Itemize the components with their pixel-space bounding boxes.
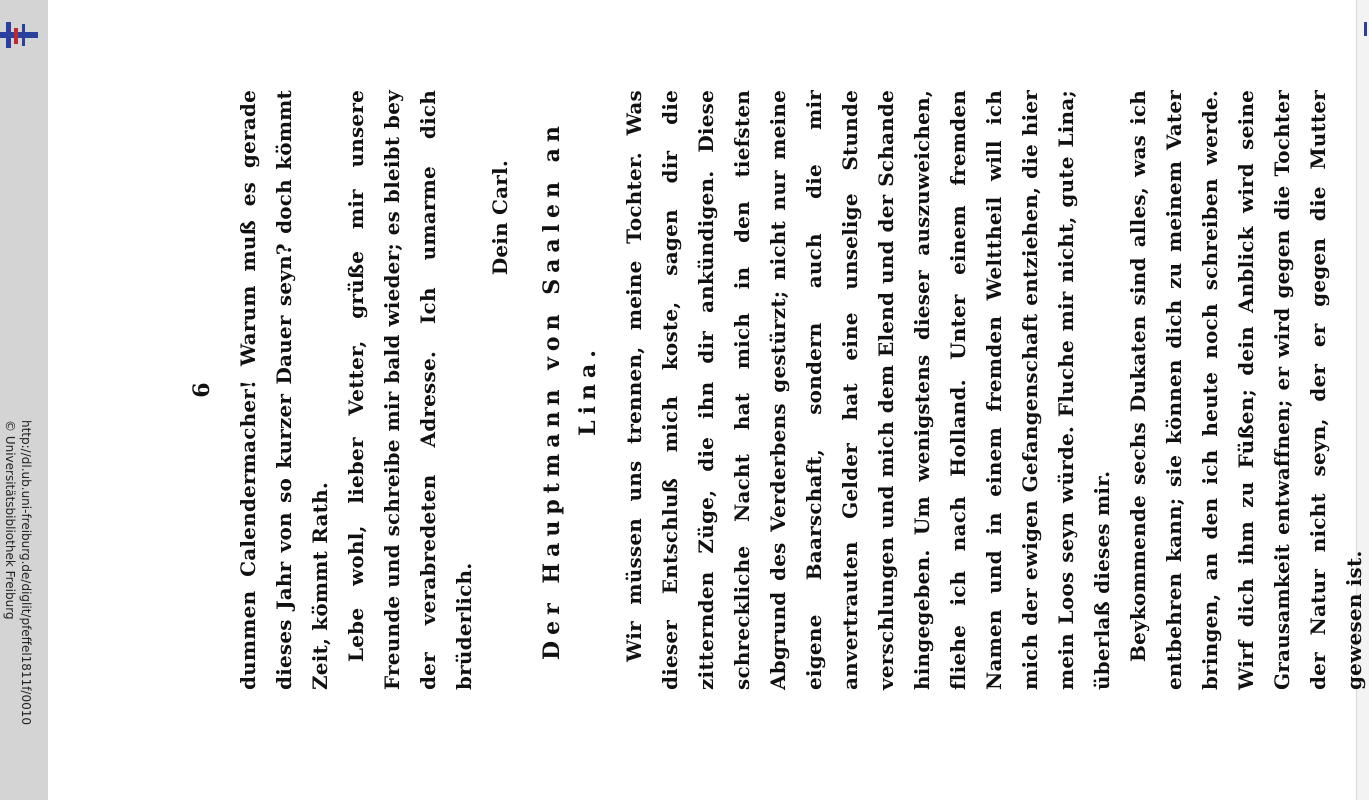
viewer-sidebar xyxy=(0,0,48,800)
signature: Dein Carl. xyxy=(488,160,512,276)
paragraph-1: dummen Calendermacher! Warum muß es gerade dieses Jahr von so kurzer Dauer seyn? doch kömmt Zeit, kömmt Rath. xyxy=(236,90,332,690)
scroll-marker-icon xyxy=(1364,22,1367,36)
letter-heading: Der Hauptmann von Saalen an Lina. xyxy=(539,120,601,660)
source-url[interactable]: http://dl.ub.uni-freiburg.de/diglit/pfeffel1811f/0010 xyxy=(19,420,33,726)
paragraph-2: Lebe wohl, lieber Vetter, grüße mir unsere Freunde und schreibe mir bald wieder; es bleibt bey der verabredeten Adresse. Ich umarme dich brüderlich. xyxy=(344,90,476,690)
library-logo-icon xyxy=(0,20,40,50)
scanned-page xyxy=(180,90,1366,690)
sidebar-credits xyxy=(2,420,34,725)
body-paragraph-2: Beykommende sechs Dukaten sind alles, was ich entbehren kann; sie können dich zu meinem Vater bringen, an den ich heute noch schreiben werde. Wirf dich ihm zu Füßen; dein Anblick wird seine Grausamkeit entwaffnen; er wird gegen die Tochter der Natur nicht seyn, der er gegen die Mutter gewesen ist. xyxy=(1126,90,1366,690)
page-rotation-wrapper xyxy=(180,90,1366,690)
copyright-notice: © Universitätsbibliothek Freiburg xyxy=(3,420,17,620)
page-content xyxy=(180,90,1366,690)
body-paragraph-1: Wir müssen uns trennen, meine Tochter. Was dieser Entschluß mich koste, sagen dir die zitternden Züge, die ihn dir ankündigen. Diese schreckliche Nacht hat mich in den tiefsten Abgrund des Verderbens gestürzt; nicht nur meine eigene Baarschaft, sondern auch die mir anvertrauten Gelder hat eine unselige Stunde verschlungen und mich dem Elend und der Schande hingegeben. Um wenigstens dieser auszuweichen, fliehe ich nach Holland. Unter einem fremden Namen und in einem fremden Welttheil will ich mich der ewigen Gefangenschaft entziehen, die hier mein Loos seyn würde. Fluche mir nicht, gute Lina; überlaß dieses mir. xyxy=(622,90,1114,690)
page-number: 6 xyxy=(189,382,215,398)
